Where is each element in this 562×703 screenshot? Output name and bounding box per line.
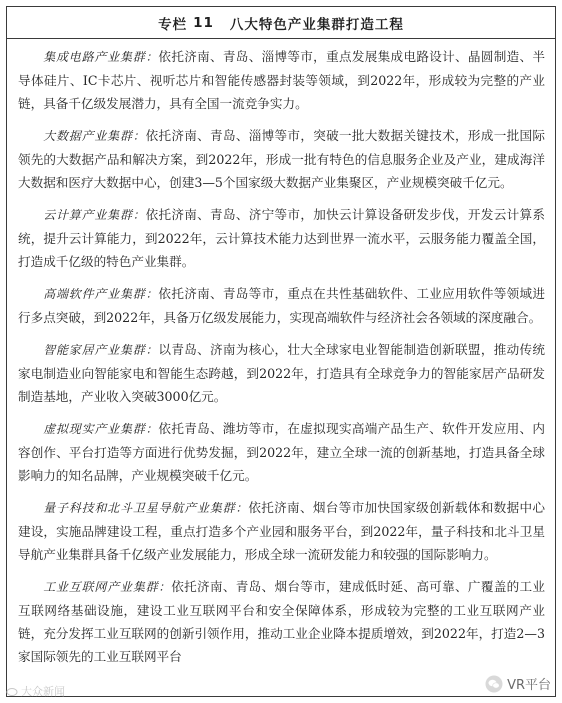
section-text: 以青岛、济南为核心，壮大全球家电业智能制造创新联盟，推动传统家电制造业向智能家电和智能生态跨越，到2022年，打造具有全球竞争力的智能家居产品研发制造基地，产业收入突破3000亿元。 [18,342,545,404]
section-iiot [18,575,545,668]
wechat-icon [485,675,503,693]
header-title: 八大特色产业集群打造工程 [229,16,404,33]
feature-box [6,6,556,697]
section-title: 高端软件产业集群： [43,287,159,301]
box-header [7,7,555,39]
section-text: 依托青岛、潍坊等市，在虚拟现实高端产品生产、软件开发应用、内容创作、平台打造等方面进行优势发掘，到2022年，建立全球一流的创新基地，打造具备全球影响力的知名品牌，产业规模突破千亿元。 [18,421,545,483]
section-text: 依托济南、青岛、济宁等市，加快云计算设备研发步伐，开发云计算系统，提升云计算能力，到2022年，云计算技术能力达到世界一流水平，云服务能力覆盖全国，打造成千亿级的特色产业集群。 [18,207,545,269]
section-title: 集成电路产业集群： [43,50,159,64]
section-software [18,282,545,329]
header-label: 专栏 [158,16,188,33]
section-title: 量子科技和北斗卫星导航产业集群： [43,501,249,515]
section-text: 依托济南、青岛、烟台等市，建成低时延、高可靠、广覆盖的工业互联网络基础设施，建设工业互联网平台和安全保障体系，形成较为完整的工业互联网产业链，充分发挥工业互联网的创新引领作用，推动工业企业降本提质增效，到2022年，打造2—3家国际领先的工业互联网平台 [18,579,545,664]
section-title: 虚拟现实产业集群： [43,422,159,436]
weibo-icon [6,686,18,696]
section-bigdata [18,124,545,194]
section-ic [18,45,545,115]
section-title: 云计算产业集群： [43,208,146,222]
section-vr [18,417,545,487]
watermark-right [482,674,554,693]
section-title: 智能家居产业集群： [43,343,159,357]
section-quantum [18,496,545,566]
watermark-right-text: VR平台 [507,678,551,693]
section-text: 依托济南、青岛、淄博等市，重点发展集成电路设计、晶圆制造、半导体硅片、IC卡芯片、视听芯片和智能传感器封装等领域，到2022年，形成较为完整的产业链，具备千亿级发展潜力，具有全国一流竞争实力。 [18,49,545,111]
box-body [7,39,555,668]
section-text: 依托济南、青岛等市，重点在共性基础软件、工业应用软件等领域进行多点突破，到2022年，具备万亿级发展能力，实现高端软件与经济社会各领域的深度融合。 [18,286,545,325]
watermark-left-text: 大众新闻 [21,685,65,698]
watermark-left [6,683,65,699]
section-cloud [18,203,545,273]
section-title: 工业互联网产业集群： [43,580,172,594]
section-smarthome [18,338,545,408]
section-title: 大数据产业集群： [43,129,146,143]
header-number: 11 [193,14,214,31]
section-text: 依托济南、青岛、淄博等市，突破一批大数据关键技术，形成一批国际领先的大数据产品和解决方案，到2022年，形成一批有特色的信息服务企业及产业，建成海洋大数据和医疗大数据中心，创建3—5个国家级大数据产业集聚区，产业规模突破千亿元。 [18,128,545,190]
section-text: 依托济南、烟台等市加快国家级创新载体和数据中心建设，实施品牌建设工程，重点打造多个产业园和服务平台，到2022年，量子科技和北斗卫星导航产业集群具备千亿级产业发展能力，形成全球一流研发能力和较强的国际影响力。 [18,500,545,562]
